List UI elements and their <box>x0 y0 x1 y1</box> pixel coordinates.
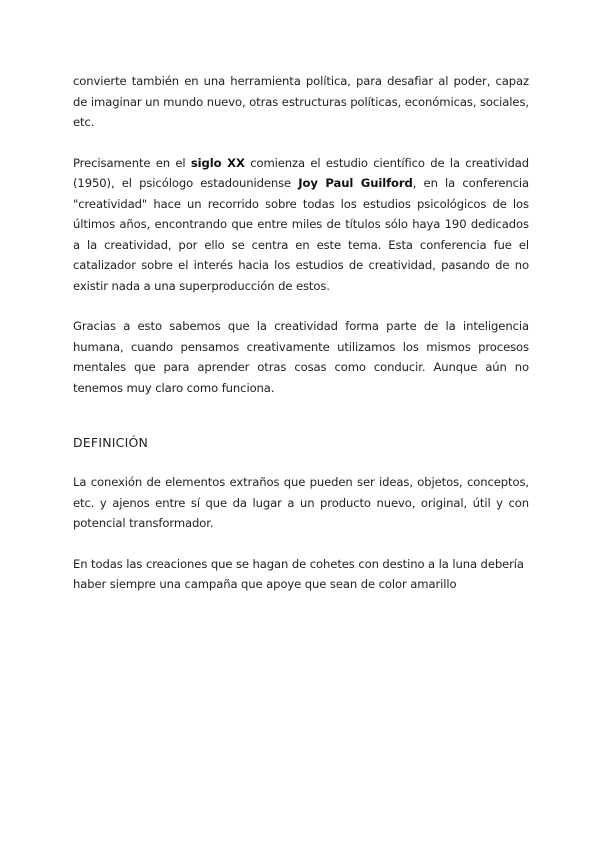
paragraph-2-middle-text: comienza el estudio científico de la creatividad (1950), el psicólogo estadounidense <box>73 155 529 190</box>
paragraph-history-guilford <box>73 153 529 297</box>
document-body <box>73 71 529 595</box>
century-emphasis: siglo XX <box>190 155 245 170</box>
paragraph-definition: La conexión de elementos extraños que pueden ser ideas, objetos, conceptos, etc. y ajenos entre sí que da lugar a un producto nuevo, original, útil y con potencial transformador. <box>73 475 529 530</box>
paragraph-rockets: En todas las creaciones que se hagan de cohetes con destino a la luna debería haber siempre una campaña que apoye que sean de color amarillo <box>73 556 524 591</box>
paragraph-2-intro-text: Precisamente en el <box>73 155 191 170</box>
paragraph-political-tool: convierte también en una herramienta política, para desafiar al poder, capaz de imaginar un mundo nuevo, otras estructuras políticas, económicas, sociales, etc. <box>73 74 529 129</box>
paragraph-intelligence: Gracias a esto sabemos que la creatividad forma parte de la inteligencia humana, cuando pensamos creativamente utilizamos los mismos procesos mentales que para aprender otras cosas como conducir. Aunque aún no tenemos muy claro como funciona. <box>73 319 529 395</box>
paragraph-2-closing-text: , en la conferencia "creatividad" hace un recorrido sobre todas los estudios psicológicos de los últimos años, encontrando que entre miles de títulos sólo haya 190 dedicados a la creatividad, por ello se centra en este tema. Esta conferencia fue el catalizador sobre el interés hacia los estudios de creatividad, pasando de no existir nada a una superproducción de estos. <box>73 176 529 293</box>
section-heading-definition: DEFINICIÓN <box>73 435 149 450</box>
author-name-emphasis: Joy Paul Guilford <box>298 176 413 190</box>
